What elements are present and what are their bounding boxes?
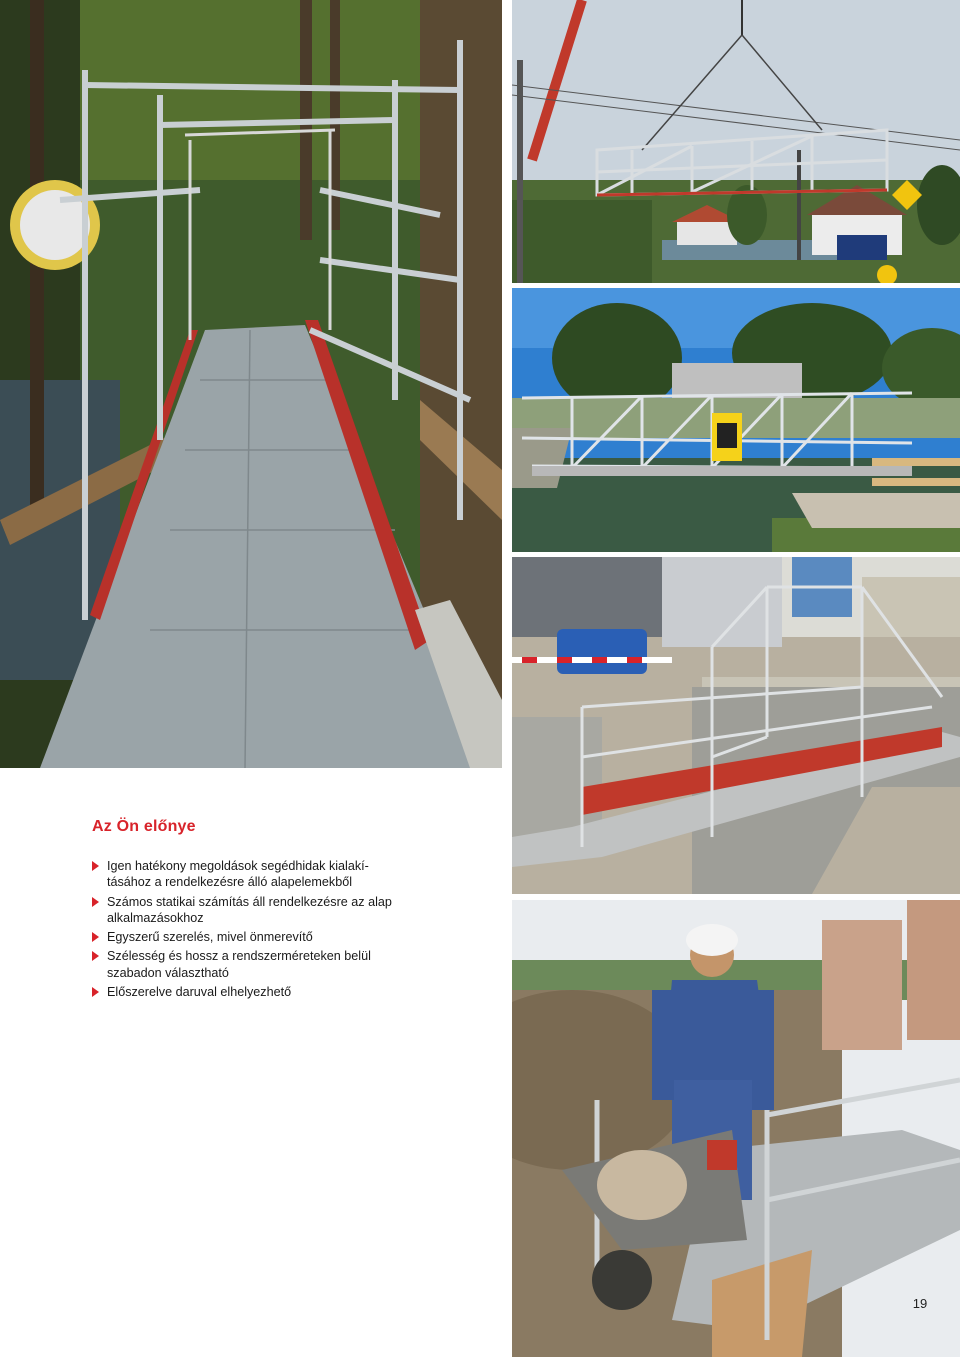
bullet-arrow-icon: [92, 951, 99, 961]
benefit-item: [92, 948, 462, 981]
site-bridge-illustration: [512, 557, 960, 894]
section-title: Az Ön előnye: [92, 818, 196, 835]
photo-river-bridge: [512, 288, 960, 552]
worker-illustration: [512, 900, 960, 1357]
benefit-item: [92, 894, 462, 927]
benefit-text: Egyszerű szerelés, mivel önmerevítő: [107, 930, 313, 945]
advantages-section: [92, 818, 462, 1003]
bullet-arrow-icon: [92, 861, 99, 871]
bullet-arrow-icon: [92, 987, 99, 997]
bullet-arrow-icon: [92, 932, 99, 942]
photo-worker-wheelbarrow: [512, 900, 960, 1357]
page-number: 19: [912, 1296, 928, 1311]
benefit-item: [92, 929, 462, 945]
benefit-list: [92, 858, 462, 1000]
river-bridge-illustration: [512, 288, 960, 552]
benefit-item: [92, 858, 462, 891]
benefit-item: [92, 984, 462, 1000]
forest-bridge-illustration: [0, 0, 502, 768]
crane-lift-illustration: [512, 0, 960, 283]
benefit-text: Igen hatékony megoldások segédhidak kialakí- tásához a rendelkezésre álló alapelemekből: [107, 859, 369, 890]
benefit-text: Számos statikai számítás áll rendelkezésre az alap alkalmazásokhoz: [107, 894, 392, 925]
benefit-text: Előszerelve daruval elhelyezhető: [107, 985, 292, 1000]
photo-construction-site-bridge: [512, 557, 960, 894]
bullet-arrow-icon: [92, 897, 99, 907]
photo-forest-scaffold-bridge: [0, 0, 502, 768]
photo-crane-lifting-bridge: [512, 0, 960, 283]
benefit-text: Szélesség és hossz a rendszerméreteken belül szabadon választható: [107, 949, 371, 980]
